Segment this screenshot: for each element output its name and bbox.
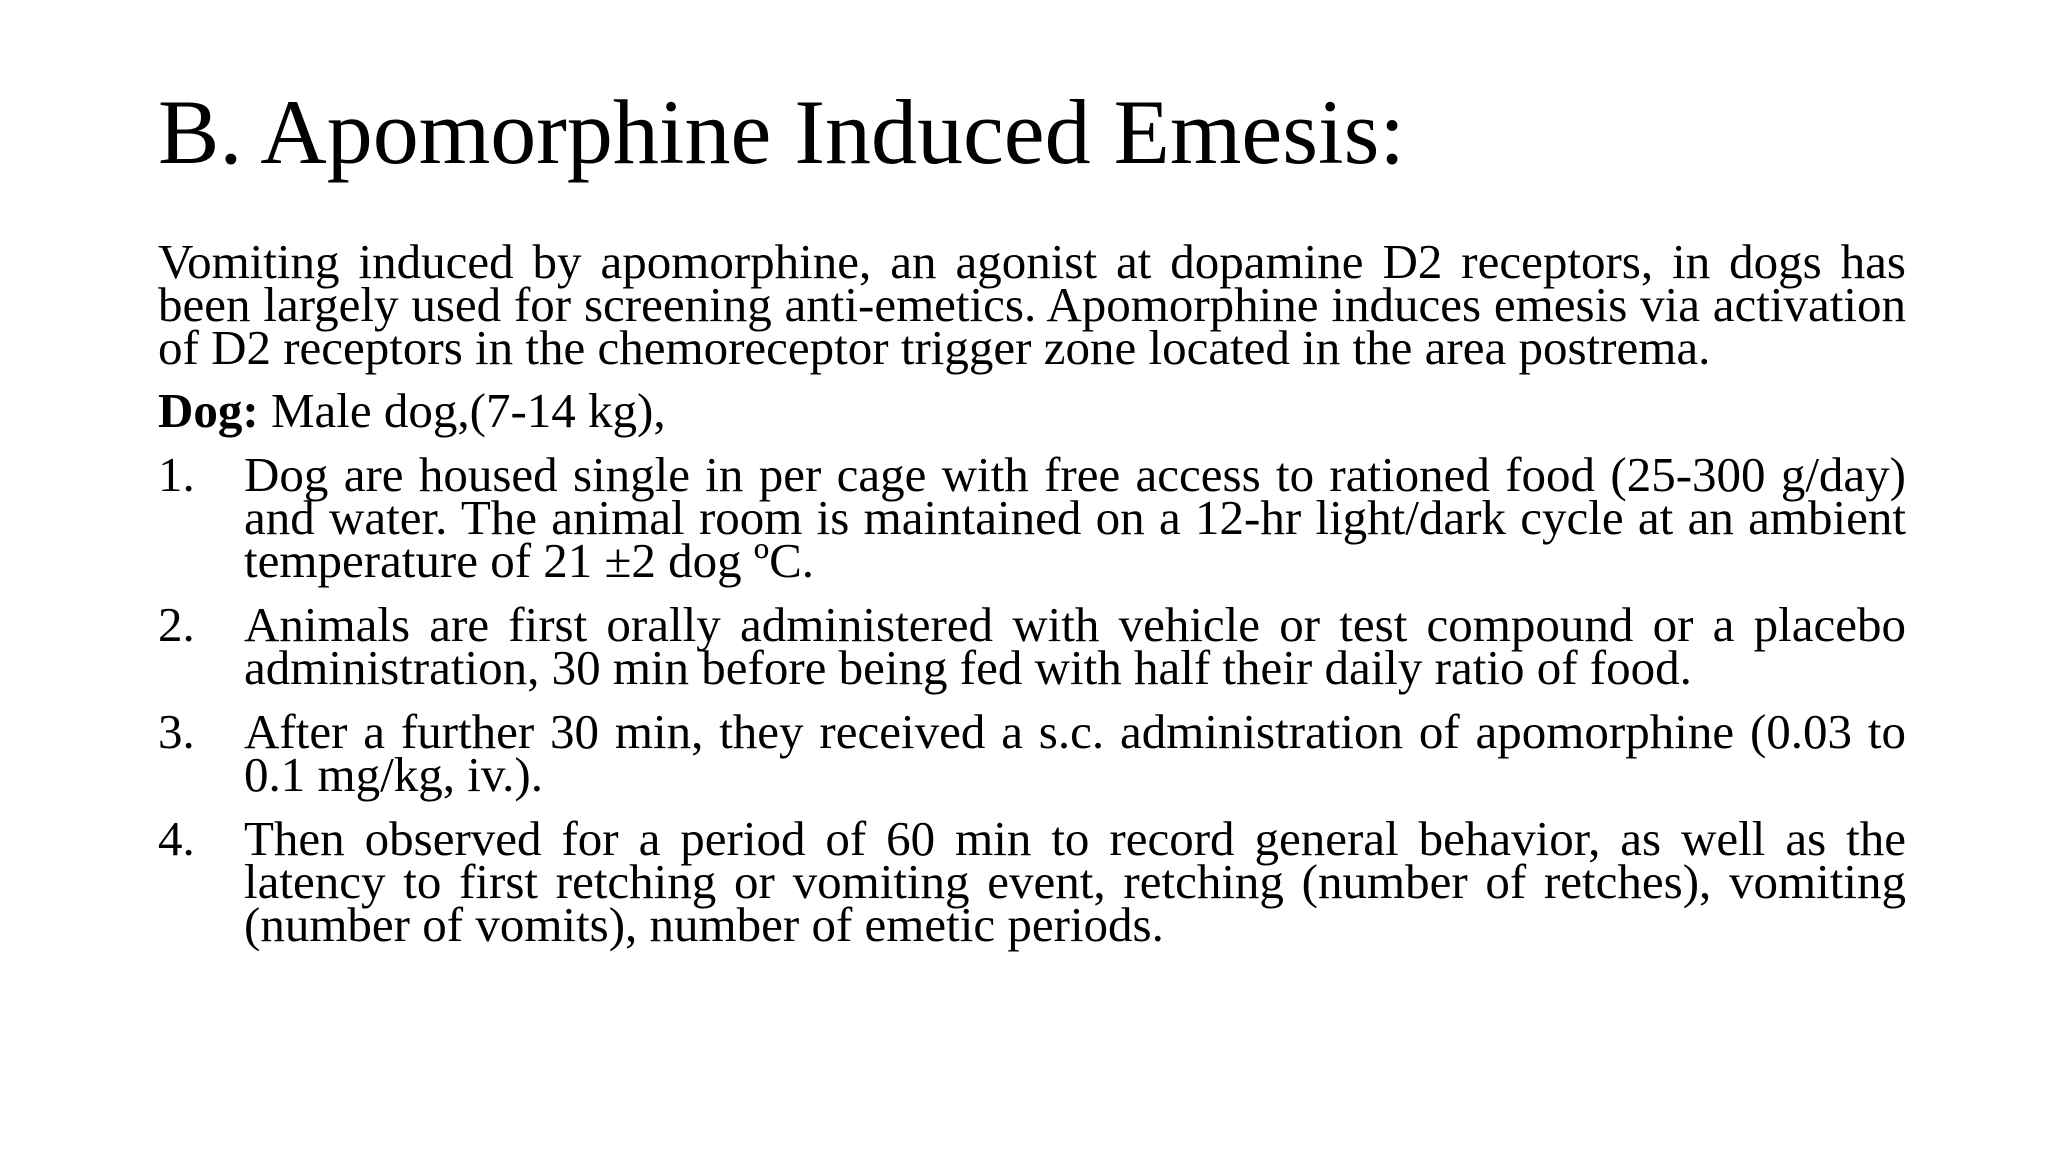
procedure-list [158, 447, 1906, 952]
list-item [158, 704, 1906, 802]
list-item-number: 2. [158, 597, 195, 652]
list-item [158, 447, 1906, 588]
list-item-text: After a further 30 min, they received a s.c. administration of apomorphine (0.03 to 0.1 mg/kg, iv.). [244, 704, 1906, 802]
list-item-text: Then observed for a period of 60 min to record general behavior, as well as the latency to first retching or vomiting event, retching (number of retches), vomiting (number of vomits), number of emetic periods. [244, 811, 1906, 952]
dog-line [158, 383, 1906, 438]
list-item-number: 3. [158, 704, 195, 759]
dog-label: Dog: [158, 383, 259, 438]
list-item-text: Dog are housed single in per cage with free access to rationed food (25-300 g/day) and water. The animal room is maintained on a 12-hr light/dark cycle at an ambient temperature of 21 ±2 dog ºC. [244, 447, 1906, 588]
list-item-number: 4. [158, 811, 195, 866]
list-item [158, 597, 1906, 695]
slide-body [158, 234, 1906, 967]
slide-title: B. Apomorphine Induced Emesis: [158, 81, 1405, 183]
dog-text: Male dog,(7-14 kg), [258, 383, 666, 438]
list-item-text: Animals are first orally administered with vehicle or test compound or a placebo administration, 30 min before being fed with half their daily ratio of food. [244, 597, 1906, 695]
list-item [158, 811, 1906, 952]
list-item-number: 1. [158, 447, 195, 502]
intro-paragraph: Vomiting induced by apomorphine, an agonist at dopamine D2 receptors, in dogs has been largely used for screening anti-emetics. Apomorphine induces emesis via activation of D2 receptors in the chemoreceptor trigger zone located in the area postrema. [158, 234, 1906, 375]
